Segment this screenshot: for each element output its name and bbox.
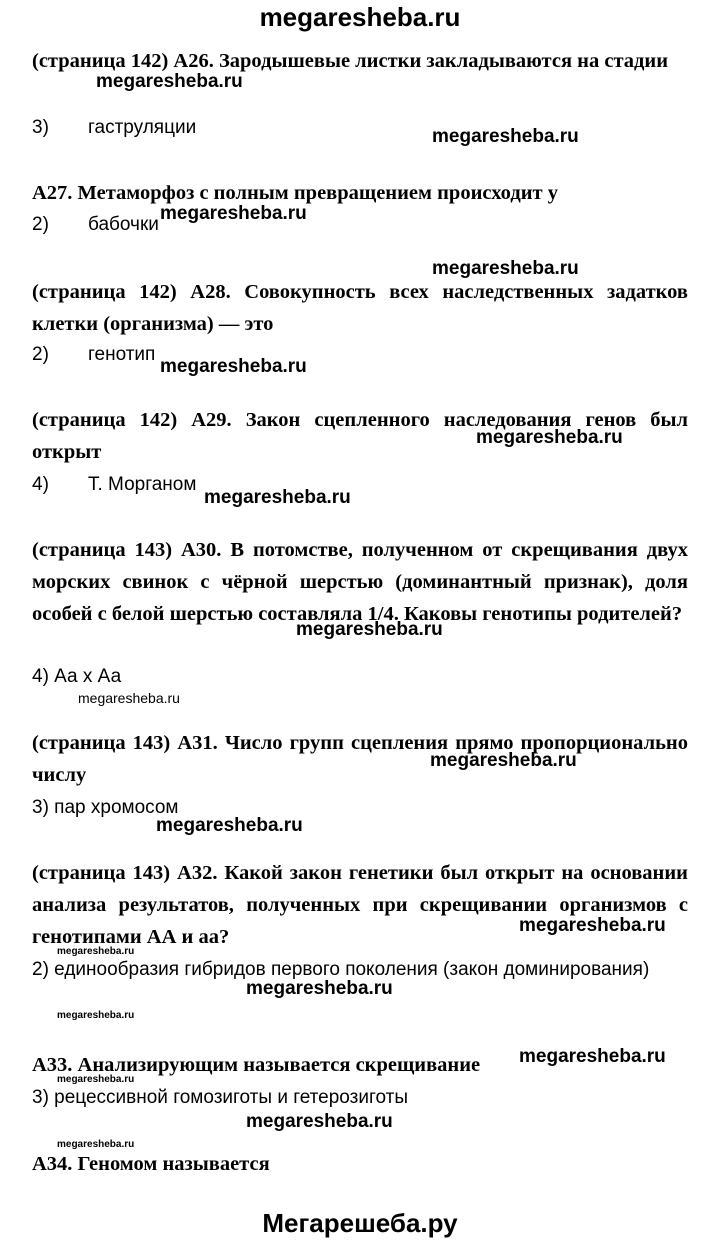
watermark: megaresheba.ru: [432, 126, 579, 147]
question-a26: (страница 142) А26. Зародышевые листки закладываются на стадии: [32, 50, 669, 72]
site-header: megaresheba.ru: [259, 2, 461, 32]
watermark: megaresheba.ru: [432, 258, 579, 279]
watermark: megaresheba.ru: [160, 203, 307, 224]
answer-a33: 3) рецессивной гомозиготы и гетерозиготы: [32, 1087, 408, 1108]
watermark: megaresheba.ru: [78, 690, 180, 706]
answer-a30: 4) Аа х Аа: [32, 666, 122, 687]
watermark: megaresheba.ru: [296, 619, 443, 640]
watermark: megaresheba.ru: [57, 1074, 135, 1085]
question-a28: (страница 142) А28. Совокупность всех наследственных задатков клетки (организма) — это: [32, 281, 688, 335]
answer-a26: [32, 113, 688, 143]
watermark: megaresheba.ru: [519, 1046, 666, 1067]
answer-text: Т. Морганом: [88, 474, 197, 495]
answer-a27: [32, 210, 688, 240]
answer-text: гаструляции: [88, 117, 197, 138]
question-a34: А34. Геномом называется: [32, 1153, 270, 1175]
answer-a28: [32, 340, 688, 370]
watermark: megaresheba.ru: [519, 915, 666, 936]
answer-text: генотип: [88, 344, 156, 365]
question-a31: (страница 143) А31. Число групп сцепления прямо пропорционально числу: [32, 732, 688, 786]
answer-a32: 2) единообразия гибридов первого поколения (закон доминирования): [32, 959, 650, 980]
watermark: megaresheba.ru: [57, 1139, 135, 1150]
answer-number: 2): [32, 344, 49, 365]
answer-a31: 3) пар хромосом: [32, 797, 179, 818]
question-a30: (страница 143) А30. В потомстве, полученном от скрещивания двух морских свинок с чёрной шерстью (доминантный признак), доля особей с белой шерстью составляла 1/4. Каковы генотипы родителей?: [32, 539, 688, 625]
watermark: megaresheba.ru: [246, 978, 393, 999]
watermark: megaresheba.ru: [204, 487, 351, 508]
site-footer: Мегарешеба.ру: [262, 1208, 458, 1238]
answer-number: 4): [32, 474, 49, 495]
watermark: megaresheba.ru: [476, 427, 623, 448]
watermark: megaresheba.ru: [246, 1111, 393, 1132]
answer-text: бабочки: [88, 214, 159, 235]
answer-number: 3): [32, 117, 49, 138]
question-a29: (страница 142) А29. Закон сцепленного наследования генов был открыт: [32, 409, 688, 463]
watermark: megaresheba.ru: [57, 946, 135, 957]
question-a33: А33. Анализирующим называется скрещивание: [32, 1054, 481, 1076]
watermark: megaresheba.ru: [160, 356, 307, 377]
answer-number: 2): [32, 214, 49, 235]
question-a27: А27. Метаморфоз с полным превращением происходит у: [32, 182, 558, 204]
answer-a29: [32, 470, 688, 500]
watermark: megaresheba.ru: [156, 815, 303, 836]
watermark: megaresheba.ru: [96, 71, 243, 92]
watermark: megaresheba.ru: [430, 750, 577, 771]
question-a32: (страница 143) А32. Какой закон генетики был открыт на основании анализа результатов, полученных при скрещивании организмов с генотипами АА и аа?: [32, 862, 688, 948]
watermark: megaresheba.ru: [57, 1010, 135, 1021]
